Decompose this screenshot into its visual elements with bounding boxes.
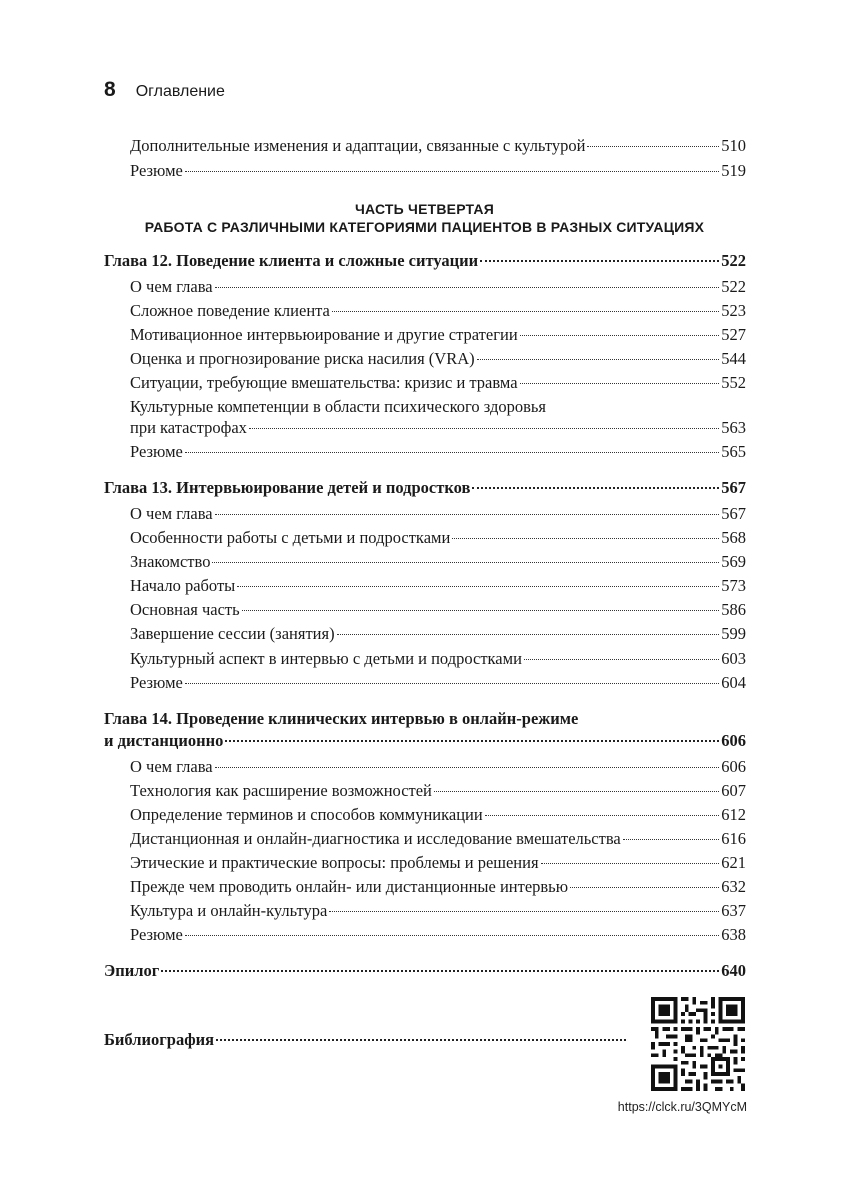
- toc-entry[interactable]: [130, 624, 746, 644]
- toc-entry[interactable]: [130, 552, 746, 572]
- chapter-title: и дистанционно: [104, 731, 224, 750]
- toc-entry-page: 523: [721, 301, 746, 320]
- epilogue-title: Эпилог: [104, 961, 160, 980]
- page-number: 8: [104, 78, 116, 101]
- toc-entry-page: 527: [721, 325, 746, 344]
- toc-entry-title: Начало работы: [130, 576, 236, 595]
- dot-leader: [185, 935, 719, 936]
- toc-entry-page: 510: [721, 136, 746, 155]
- part-label: ЧАСТЬ ЧЕТВЕРТАЯ: [354, 201, 495, 217]
- toc-entry[interactable]: [130, 901, 746, 921]
- toc-entry[interactable]: [130, 349, 746, 369]
- qr-url[interactable]: https://clck.ru/3QMYcM: [617, 1100, 747, 1114]
- toc-entry-title: Сложное поведение клиента: [130, 301, 330, 320]
- dot-leader: [520, 335, 720, 336]
- toc-entry-title: Дополнительные изменения и адаптации, связанные с культурой: [130, 136, 586, 155]
- toc-entry-page: 637: [721, 901, 746, 920]
- toc-entry-title: Определение терминов и способов коммуникации: [130, 805, 483, 824]
- toc-entry-page: 616: [721, 829, 746, 848]
- qr-code-icon[interactable]: [651, 997, 745, 1091]
- dot-leader: [434, 791, 719, 792]
- toc-entry-title: Особенности работы с детьми и подростками: [130, 528, 451, 547]
- dot-leader: [623, 839, 720, 840]
- dot-leader: [215, 514, 720, 515]
- chapter-title: Глава 13. Интервьюирование детей и подростков: [104, 478, 471, 497]
- toc-entry[interactable]: [130, 877, 746, 897]
- toc-entry-page: 621: [721, 853, 746, 872]
- dot-leader: [520, 383, 720, 384]
- dot-leader: [329, 911, 719, 912]
- dot-leader: [337, 634, 720, 635]
- bibliography-title: Библиография: [104, 1030, 215, 1049]
- toc-entry-page: 544: [721, 349, 746, 368]
- dot-leader: [161, 970, 719, 972]
- dot-leader: [215, 287, 720, 288]
- toc-entry[interactable]: [130, 277, 746, 297]
- toc-entry-page: 638: [721, 925, 746, 944]
- toc-entry-page: 565: [721, 442, 746, 461]
- toc-entry[interactable]: [130, 442, 746, 462]
- toc-entry-title: Ситуации, требующие вмешательства: кризис и травма: [130, 373, 518, 392]
- toc-entry-title: О чем глава: [130, 757, 213, 776]
- toc-entry-title: Резюме: [130, 442, 183, 461]
- dot-leader: [541, 863, 720, 864]
- toc-entry[interactable]: [130, 781, 746, 801]
- chapter-page: 606: [721, 731, 746, 750]
- toc-entry-title: Резюме: [130, 925, 183, 944]
- bibliography-entry[interactable]: [104, 1030, 628, 1050]
- toc-entry[interactable]: [130, 576, 746, 596]
- part-title: РАБОТА С РАЗЛИЧНЫМИ КАТЕГОРИЯМИ ПАЦИЕНТОВ В РАЗНЫХ СИТУАЦИЯХ: [144, 219, 705, 235]
- toc-entry-page: 568: [721, 528, 746, 547]
- toc-entry-title: Резюме: [130, 673, 183, 692]
- toc-entry-title: Оценка и прогнозирование риска насилия (VRA): [130, 349, 475, 368]
- toc-entry-page: 569: [721, 552, 746, 571]
- toc-entry[interactable]: [130, 418, 746, 438]
- toc-entry-page: 573: [721, 576, 746, 595]
- toc-entry-page: 603: [721, 649, 746, 668]
- toc-entry[interactable]: [130, 853, 746, 873]
- chapter-title-line1[interactable]: Глава 14. Проведение клинических интервью в онлайн-режиме: [104, 709, 579, 728]
- toc-entry[interactable]: [130, 673, 746, 693]
- dot-leader: [332, 311, 719, 312]
- dot-leader: [242, 610, 720, 611]
- toc-entry-title-line1[interactable]: Культурные компетенции в области психического здоровья: [130, 397, 547, 416]
- toc-entry[interactable]: [130, 373, 746, 393]
- dot-leader: [237, 586, 719, 587]
- toc-entry[interactable]: [130, 528, 746, 548]
- toc-entry-page: 612: [721, 805, 746, 824]
- toc-entry-title: при катастрофах: [130, 418, 247, 437]
- toc-entry[interactable]: [130, 161, 746, 181]
- dot-leader: [587, 146, 719, 147]
- epilogue-entry[interactable]: [104, 961, 746, 981]
- chapter-entry[interactable]: [104, 731, 746, 751]
- chapter-title: Глава 12. Поведение клиента и сложные ситуации: [104, 251, 479, 270]
- toc-entry[interactable]: [130, 136, 746, 156]
- dot-leader: [212, 562, 719, 563]
- chapter-entry[interactable]: [104, 478, 746, 498]
- toc-entry-title: Культурный аспект в интервью с детьми и подростками: [130, 649, 522, 668]
- toc-entry-title: Культура и онлайн-культура: [130, 901, 328, 920]
- toc-entry-title: Мотивационное интервьюирование и другие стратегии: [130, 325, 518, 344]
- dot-leader: [225, 740, 719, 742]
- toc-entry-title: Основная часть: [130, 600, 240, 619]
- dot-leader: [249, 428, 719, 429]
- toc-entry-page: 552: [721, 373, 746, 392]
- dot-leader: [215, 767, 720, 768]
- toc-entry[interactable]: [130, 600, 746, 620]
- dot-leader: [480, 260, 719, 262]
- dot-leader: [472, 487, 719, 489]
- toc-entry-page: 586: [721, 600, 746, 619]
- chapter-page: 522: [721, 251, 746, 270]
- toc-entry-page: 563: [721, 418, 746, 437]
- dot-leader: [216, 1039, 626, 1041]
- toc-entry-title: Дистанционная и онлайн-диагностика и исследование вмешательства: [130, 829, 621, 848]
- toc-entry-page: 604: [721, 673, 746, 692]
- toc-entry-title: О чем глава: [130, 277, 213, 296]
- epilogue-page: 640: [721, 961, 746, 980]
- toc-entry[interactable]: [130, 925, 746, 945]
- toc-entry-title: Прежде чем проводить онлайн- или дистанционные интервью: [130, 877, 569, 896]
- chapter-page: 567: [721, 478, 746, 497]
- toc-entry-page: 607: [721, 781, 746, 800]
- toc-entry-page: 567: [721, 504, 746, 523]
- toc-entry[interactable]: [130, 301, 746, 321]
- dot-leader: [185, 171, 719, 172]
- toc-entry-page: 519: [721, 161, 746, 180]
- dot-leader: [570, 887, 719, 888]
- toc-entry[interactable]: [130, 504, 746, 524]
- dot-leader: [524, 659, 719, 660]
- toc-entry[interactable]: [130, 829, 746, 849]
- toc-entry-title: Знакомство: [130, 552, 211, 571]
- toc-entry[interactable]: [130, 325, 746, 345]
- toc-entry[interactable]: [130, 649, 746, 669]
- toc-entry-page: 606: [721, 757, 746, 776]
- toc-entry[interactable]: [130, 805, 746, 825]
- running-head-title: Оглавление: [135, 83, 225, 100]
- dot-leader: [185, 452, 719, 453]
- chapter-entry[interactable]: [104, 251, 746, 271]
- dot-leader: [485, 815, 720, 816]
- toc-entry-title: О чем глава: [130, 504, 213, 523]
- dot-leader: [477, 359, 720, 360]
- toc-entry-page: 632: [721, 877, 746, 896]
- dot-leader: [452, 538, 719, 539]
- toc-entry-page: 522: [721, 277, 746, 296]
- toc-entry-page: 599: [721, 624, 746, 643]
- toc-entry[interactable]: [130, 757, 746, 777]
- toc-entry-title: Резюме: [130, 161, 183, 180]
- toc-entry-title: Технология как расширение возможностей: [130, 781, 432, 800]
- toc-entry-title: Этические и практические вопросы: проблемы и решения: [130, 853, 539, 872]
- toc-entry-title: Завершение сессии (занятия): [130, 624, 335, 643]
- running-head: [104, 78, 225, 102]
- dot-leader: [185, 683, 719, 684]
